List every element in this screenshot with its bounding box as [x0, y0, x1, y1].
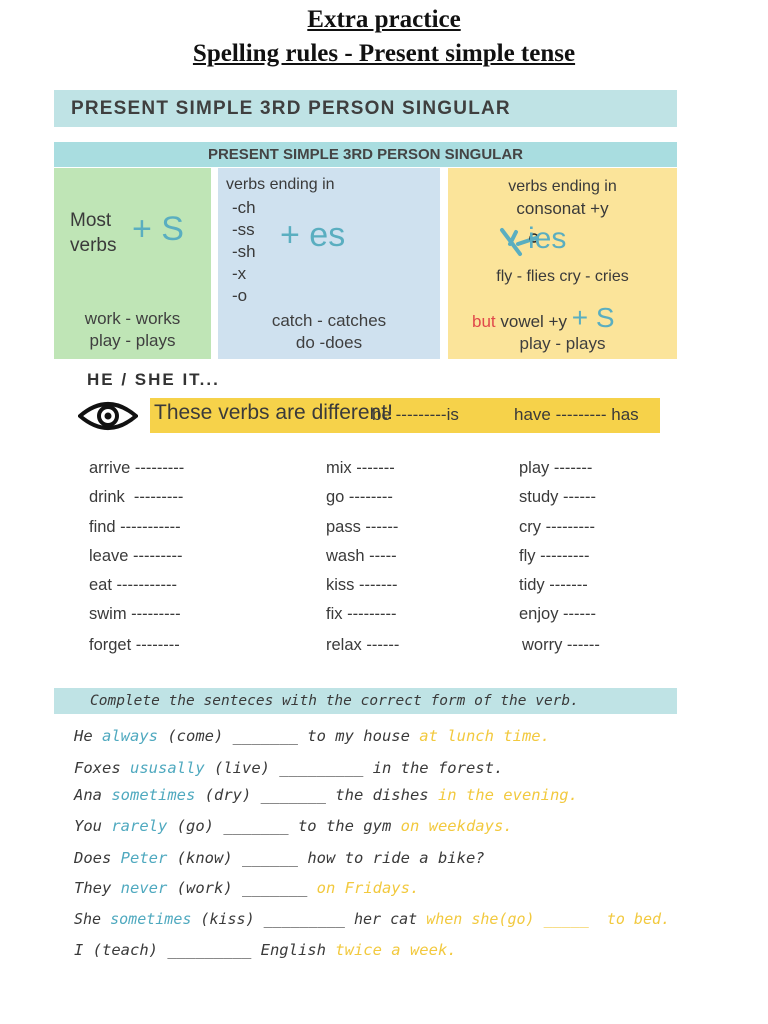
sentence-3: Ana sometimes (dry) _______ the dishes in the evening.	[74, 786, 578, 804]
different-verbs-bar	[150, 398, 660, 433]
page-subtitle: Spelling rules - Present simple tense	[192, 40, 576, 67]
ending-ch: -ch	[232, 198, 256, 217]
ending-o: -o	[232, 286, 248, 305]
different-verbs-text: These verbs are different!	[154, 401, 393, 424]
ending-sh: -sh	[232, 242, 256, 261]
verb-eat: eat -----------	[89, 576, 177, 594]
verb-tidy: tidy -------	[519, 576, 588, 594]
verb-leave: leave ---------	[89, 547, 183, 565]
page-title: Extra practice	[307, 6, 461, 33]
sentence-2: Foxes ususally (live) _________ in the forest.	[74, 759, 504, 777]
endings-list	[232, 197, 256, 307]
rule-column-es	[218, 168, 440, 359]
ending-x: -x	[232, 264, 247, 283]
plus-s-rule: + S	[132, 210, 184, 248]
example-play: play - plays	[89, 331, 176, 350]
verb-arrive: arrive ---------	[89, 459, 185, 477]
verb-wash: wash -----	[326, 547, 397, 565]
example-play-2: play - plays	[519, 334, 606, 353]
verb-worry: worry ------	[522, 636, 600, 654]
verb-pass: pass ------	[326, 518, 399, 536]
ies-rule: ies	[528, 222, 567, 255]
sentence-4: You rarely (go) _______ to the gym on weekdays.	[74, 817, 513, 835]
sentence-5: Does Peter (know) ______ how to ride a bike?	[74, 849, 485, 867]
sentence-1: He always (come) _______ to my house at lunch time.	[74, 727, 550, 745]
example-work: work - works	[84, 309, 181, 328]
verb-cry: cry ---------	[519, 518, 596, 536]
eye-icon	[78, 398, 138, 434]
consonant-heading: verbs ending in	[508, 178, 617, 195]
consonant-y-label: consonat +y	[516, 199, 609, 218]
have-has-rule: have --------- has	[514, 405, 639, 424]
plus-es-rule: + es	[280, 216, 346, 254]
example-catch: catch - catches	[271, 311, 387, 330]
be-is-rule: be ---------is	[372, 405, 459, 424]
verb-relax: relax ------	[326, 636, 400, 654]
section-banner: PRESENT SIMPLE 3RD PERSON SINGULAR	[54, 90, 677, 127]
rule-column-ies	[448, 168, 677, 359]
exercise-instruction: Complete the senteces with the correct form of the verb.	[54, 688, 677, 714]
rule-column-most-verbs	[54, 168, 211, 359]
sentence-8: I (teach) _________ English twice a week.	[74, 941, 457, 959]
verb-fix: fix ---------	[326, 605, 397, 623]
he-she-it-label: HE / SHE IT...	[87, 370, 220, 389]
plus-s-rule-2: + S	[571, 302, 615, 333]
verb-play: play -------	[519, 459, 593, 477]
verb-find: find -----------	[89, 518, 181, 536]
verbs-label: verbs	[70, 235, 117, 256]
sentence-6: They never (work) _______ on Fridays.	[74, 879, 420, 897]
verb-swim: swim ---------	[89, 605, 181, 623]
sentence-7: She sometimes (kiss) _________ her cat when she(go) _____ to bed.	[74, 910, 671, 928]
verb-enjoy: enjoy ------	[519, 605, 596, 623]
verb-mix: mix -------	[326, 459, 395, 477]
verb-fly: fly ---------	[519, 547, 590, 565]
example-do: do -does	[295, 333, 363, 352]
vowel-y-label: vowel +y	[500, 312, 567, 331]
most-label: Most	[70, 210, 112, 231]
verb-study: study ------	[519, 488, 596, 506]
verb-forget: forget --------	[89, 636, 180, 654]
rules-table-heading: PRESENT SIMPLE 3RD PERSON SINGULAR	[54, 142, 677, 167]
verb-kiss: kiss -------	[326, 576, 398, 594]
example-fly-cry: fly - flies cry - cries	[496, 268, 629, 285]
verb-drink: drink ---------	[89, 488, 184, 506]
verb-go: go --------	[326, 488, 393, 506]
ending-ss: -ss	[232, 220, 255, 239]
but-label: but	[472, 312, 496, 331]
endings-heading: verbs ending in	[226, 176, 335, 193]
